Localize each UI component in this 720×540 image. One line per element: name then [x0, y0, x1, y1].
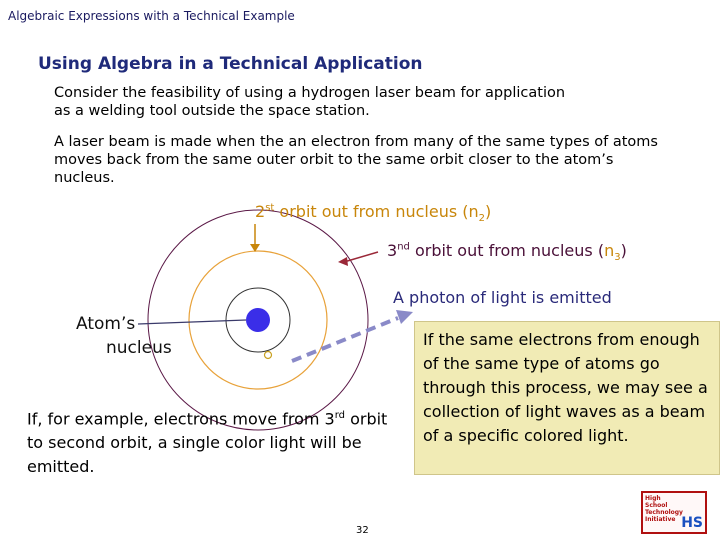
electron	[265, 352, 272, 359]
example-text: If, for example, electrons move from 3rd orbit to second orbit, a single color light will be emitted.	[27, 409, 388, 477]
atom-label-line1: Atom’s	[76, 314, 136, 334]
nucleus	[246, 308, 270, 332]
school-logo	[641, 491, 707, 534]
slide-title: Using Algebra in a Technical Application	[38, 54, 423, 74]
orbit-3-arrow	[344, 252, 378, 262]
orbit-3-arrowhead	[338, 257, 348, 266]
callout-box: If the same electrons from enough of the same type of atoms go through this process, we may see a collection of light waves as a beam of a specific colored light.	[414, 321, 720, 475]
orbit-3-label: 3nd orbit out from nucleus $(n_3)$	[387, 241, 627, 264]
atom-nucleus-label	[76, 312, 172, 360]
laser-explanation-paragraph: A laser beam is made when the an electron from many of the same types of atoms moves back from the same outer orbit to the same orbit closer to the atom’s nucleus.	[54, 134, 658, 186]
photon-label: A photon of light is emitted	[393, 288, 612, 307]
page-number: 32	[356, 525, 369, 536]
atom-label-line2: nucleus	[106, 338, 172, 358]
header-title: Algebraic Expressions with a Technical Example	[8, 9, 295, 23]
orbit-2-label: 2st orbit out from nucleus $(n_2)$	[255, 202, 492, 225]
intro-paragraph: Consider the feasibility of using a hydrogen laser beam for application as a welding tool outside the space station.	[54, 85, 566, 119]
logo-text: High School Technology Initiative	[645, 495, 683, 523]
photon-arrowhead	[396, 310, 413, 324]
photon-arrow	[292, 318, 398, 361]
logo-mark-icon: HS	[681, 515, 703, 531]
